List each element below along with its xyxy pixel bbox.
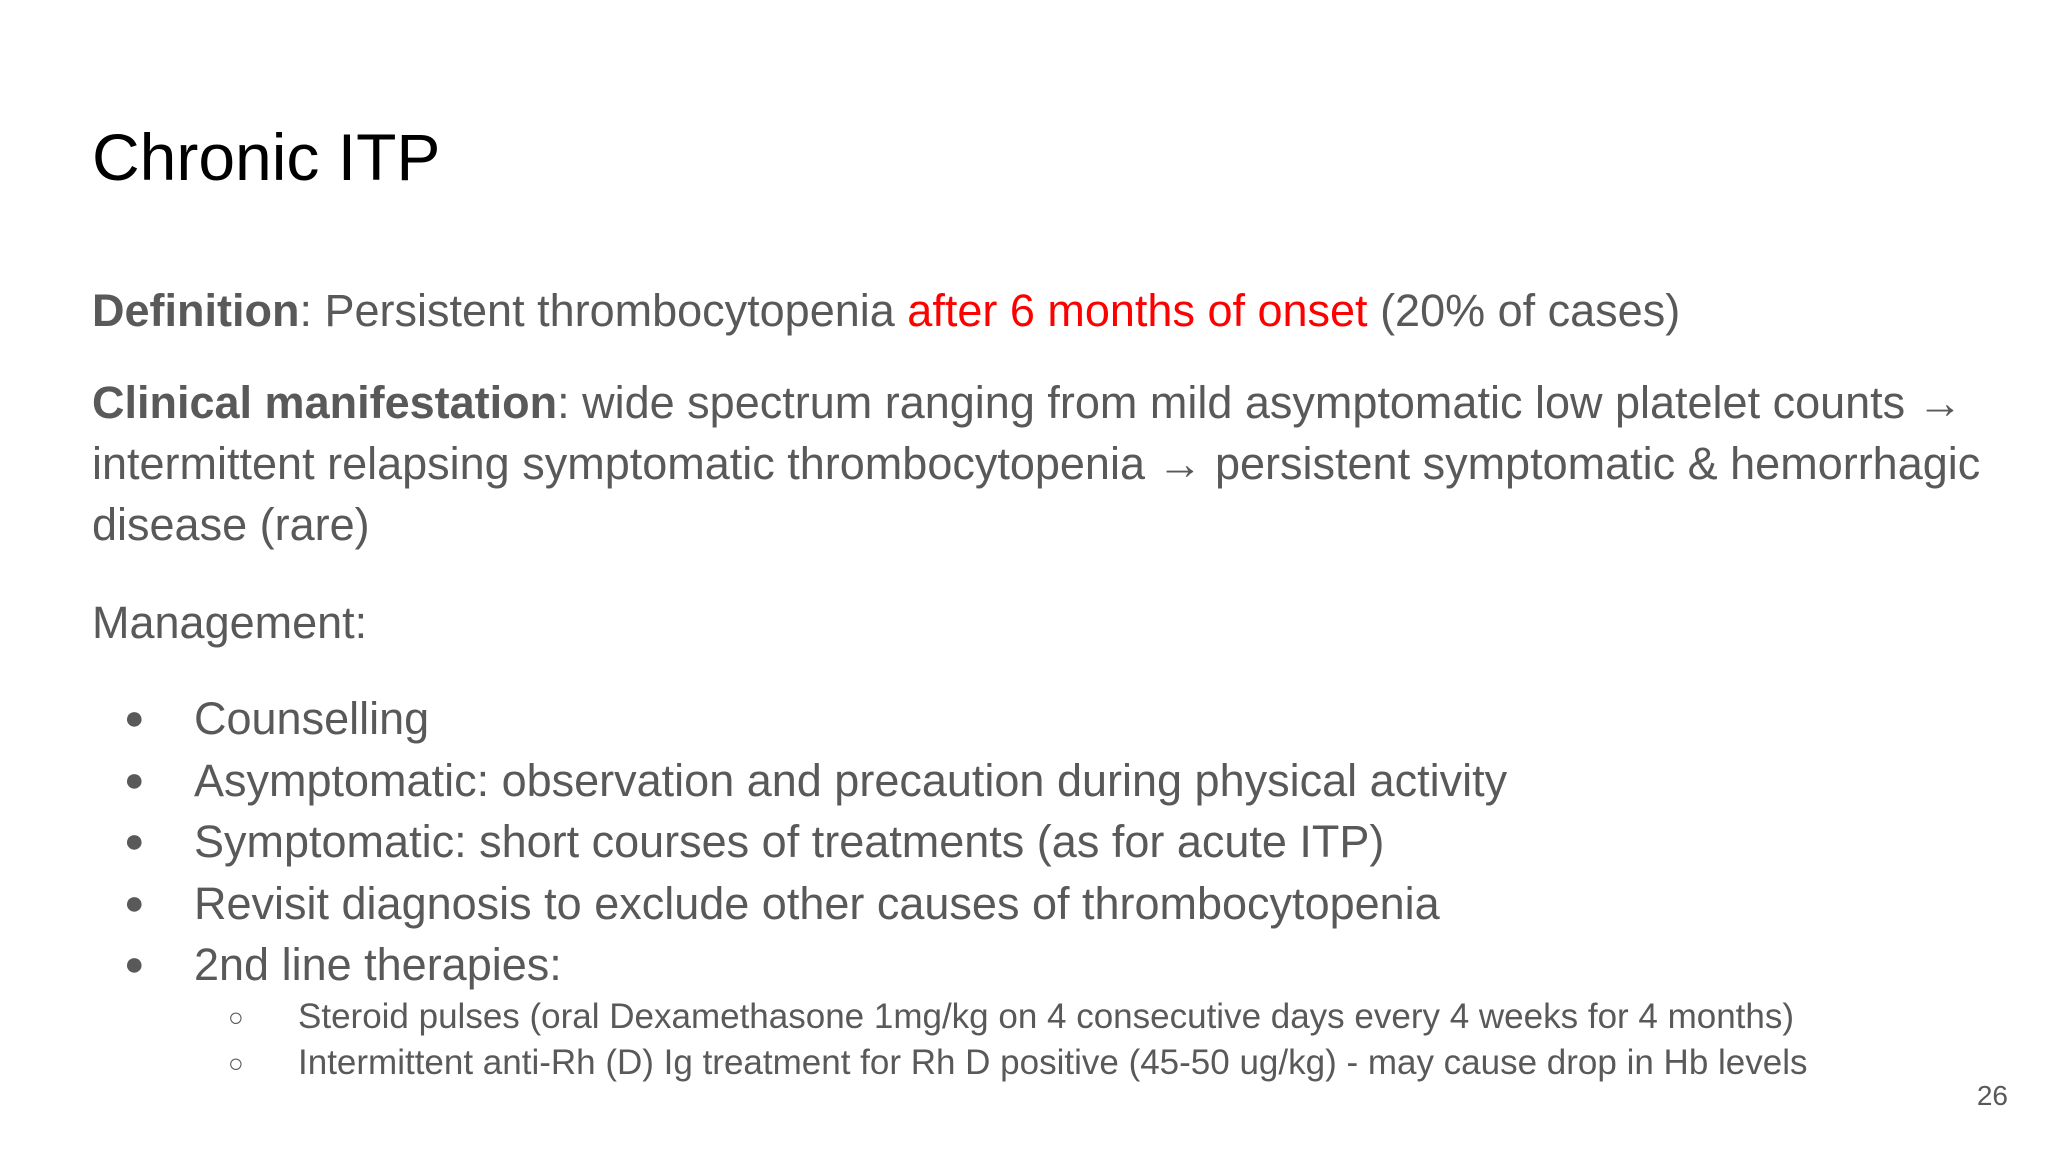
- bullet-text: Symptomatic: short courses of treatments (as for acute ITP): [194, 816, 1385, 867]
- definition-text-after: (20% of cases): [1367, 285, 1681, 336]
- definition-highlight: after 6 months of onset: [907, 285, 1368, 336]
- bullet-item: [0, 873, 2048, 935]
- definition-paragraph: [92, 280, 2032, 341]
- clinical-separator: :: [557, 377, 583, 428]
- definition-label: Definition: [92, 285, 300, 336]
- sub-bullet-text: Intermittent anti-Rh (D) Ig treatment for Rh D positive (45-50 ug/kg) - may cause drop in Hb levels: [298, 1043, 1808, 1082]
- page-number: 26: [1976, 1080, 2008, 1111]
- bullet-text: Revisit diagnosis to exclude other causes of thrombocytopenia: [194, 877, 1440, 929]
- bullet-item: [0, 688, 2048, 750]
- bullet-text: Counselling: [194, 693, 430, 744]
- bullet-dot-icon: ●: [124, 699, 145, 737]
- bullet-dot-icon: ●: [124, 945, 145, 983]
- hollow-circle-bullet-icon: ○: [228, 1048, 244, 1078]
- sub-bullet-item: [0, 994, 2048, 1040]
- bullet-item: [0, 750, 2048, 812]
- management-bullet-list: [0, 688, 2048, 996]
- definition-text: Persistent thrombocytopenia: [324, 285, 908, 336]
- sub-bullet-item: [0, 1040, 2048, 1086]
- bullet-text: Asymptomatic: observation and precaution during physical activity: [194, 754, 1508, 806]
- second-line-therapies-list: [0, 994, 2048, 1086]
- bullet-item: [0, 934, 2048, 996]
- clinical-manifestation-label: Clinical manifestation: [92, 377, 558, 428]
- sub-bullet-text: Steroid pulses (oral Dexamethasone 1mg/kg on 4 consecutive days every 4 weeks for 4 months): [298, 997, 1795, 1036]
- slide-title: Chronic ITP: [92, 120, 441, 194]
- bullet-item: [0, 811, 2048, 873]
- hollow-circle-bullet-icon: ○: [228, 1002, 244, 1032]
- management-heading: Management:: [92, 597, 368, 648]
- definition-separator: :: [299, 285, 325, 336]
- bullet-dot-icon: ●: [124, 822, 145, 860]
- clinical-manifestation-paragraph: [92, 372, 2032, 555]
- bullet-dot-icon: ●: [124, 883, 145, 922]
- bullet-dot-icon: ●: [124, 760, 145, 799]
- bullet-text: 2nd line therapies:: [194, 939, 562, 990]
- clinical-manifestation-text: wide spectrum ranging from mild asymptomatic low platelet counts → intermittent relapsing symptomatic thrombocytopenia → persistent symptomatic & hemorrhagic disease (rare): [92, 377, 1981, 550]
